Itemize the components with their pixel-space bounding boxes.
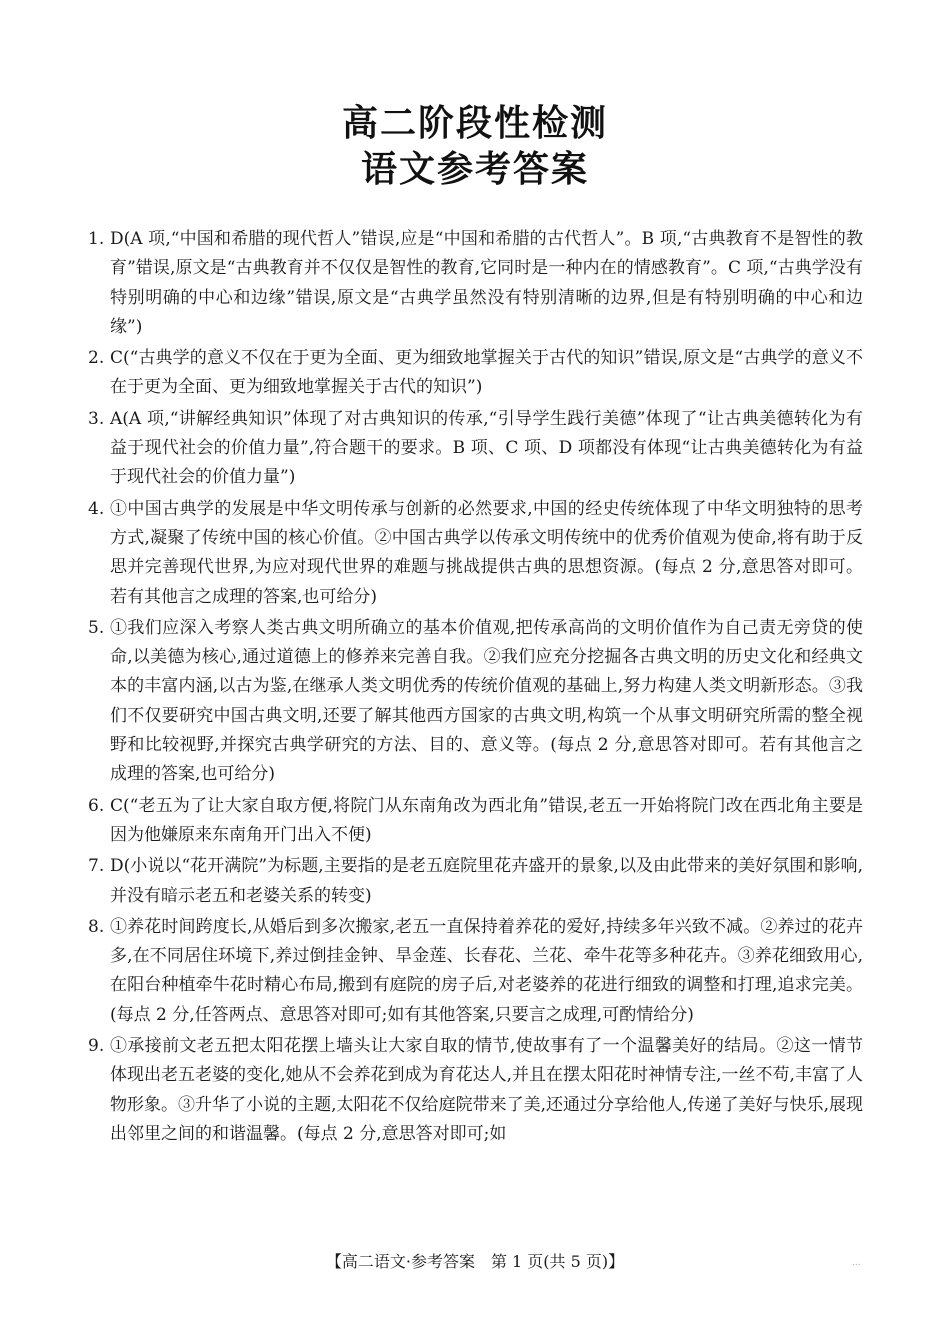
answer-text: A(A 项,“讲解经典知识”体现了对古典知识的传承,“引导学生践行美德”体现了“让古典美德转化为有益于现代社会的价值力量”,符合题干的要求。B 项、C 项、D 项都没有体现“让古典美德转化为有益于现代社会的价值力量”) — [110, 408, 863, 488]
answer-item-4 — [88, 495, 863, 612]
answer-number: 6. — [88, 795, 105, 816]
answer-list — [88, 225, 863, 1151]
answer-number: 3. — [88, 408, 105, 429]
answer-item-7 — [88, 852, 863, 911]
document-title: 高二阶段性检测 — [341, 103, 608, 144]
answer-number: 9. — [88, 1036, 105, 1057]
answer-number: 8. — [88, 916, 105, 937]
answer-number: 2. — [88, 348, 105, 369]
answer-item-9 — [88, 1032, 863, 1149]
answer-text: D(小说以“花开满院”为标题,主要指的是老五庭院里花卉盛开的景象,以及由此带来的美好氛围和影响,并没有暗示老五和老婆关系的转变) — [110, 856, 863, 906]
answer-number: 1. — [88, 229, 105, 249]
corner-mark: ... — [852, 1258, 861, 1268]
answer-text: C(“古典学的意义不仅在于更为全面、更为细致地掌握关于古代的知识”错误,原文是“古典学的意义不在于更为全面、更为细致地掌握关于古代的知识”) — [110, 348, 863, 398]
answer-item-8 — [88, 913, 863, 1030]
answer-text: C(“老五为了让大家自取方便,将院门从东南角改为西北角”错误,老五一开始将院门改在西北角主要是因为他嫌原来东南角开门出入不便) — [110, 795, 863, 845]
answer-number: 5. — [88, 617, 105, 638]
answer-number: 7. — [88, 856, 105, 877]
answer-item-2 — [88, 344, 863, 403]
answer-text: ①我们应深入考察人类古典文明所确立的基本价值观,把传承高尚的文明价值作为自己责无旁贷的使命,以美德为核心,通过道德上的修养来完善自我。②我们应充分挖掘各古典文明的历史文化和经典文本的丰富内涵,以古为鉴,在继承人类文明优秀的传统价值观的基础上,努力构建人类文明新形态。③我们不仅要研究中国古典文明,还要了解其他西方国家的古典文明,构筑一个从事文明研究所需的整全视野和比较视野,并探究古典学研究的方法、目的、意义等。(每点 2 分,意思答对即可。若有其他言之成理的答案,也可给分) — [110, 617, 863, 785]
answer-item-5 — [88, 614, 863, 790]
answer-text: ①承接前文老五把太阳花摆上墙头让大家自取的情节,使故事有了一个温馨美好的结局。②这一情节体现出老五老婆的变化,她从不会养花到成为育花达人,并且在摆太阳花时神情专注,一丝不苟,丰富了人物形象。③升华了小说的主题,太阳花不仅给庭院带来了美,还通过分享给他人,传递了美好与快乐,展现出邻里之间的和谐温馨。(每点 2 分,意思答对即可;如 — [110, 1036, 863, 1144]
answer-text: ①养花时间跨度长,从婚后到多次搬家,老五一直保持着养花的爱好,持续多年兴致不减。②养过的花卉多,在不同居住环境下,养过倒挂金钟、旱金莲、长春花、兰花、牵牛花等多种花卉。③养花细致用心,在阳台种植牵牛花时精心布局,搬到有庭院的房子后,对老婆养的花进行细致的调整和打理,追求完美。(每点 2 分,任答两点、意思答对即可;如有其他答案,只要言之成理,可酌情给分) — [110, 916, 863, 1025]
page-footer: 【高二语文·参考答案 第 1 页(共 5 页)】 — [325, 1252, 625, 1271]
answer-item-3 — [88, 405, 863, 493]
document-subtitle: 语文参考答案 — [360, 149, 589, 190]
answer-text: D(A 项,“中国和希腊的现代哲人”错误,应是“中国和希腊的古代哲人”。B 项,“古典教育不是智性的教育”错误,原文是“古典教育并不仅仅是智性的教育,它同时是一种内在的情感教育”。C 项,“古典学没有特别明确的中心和边缘”错误,原文是“古典学虽然没有特别清晰的边界,但是有特别明确的中心和边缘”) — [110, 229, 863, 337]
answer-number: 4. — [88, 498, 105, 519]
answer-item-1 — [88, 225, 863, 342]
answer-text: ①中国古典学的发展是中华文明传承与创新的必然要求,中国的经史传统体现了中华文明独特的思考方式,凝聚了传统中国的核心价值。②中国古典学以传承文明传统中的优秀价值观为使命,将有助于反思并完善现代世界,为应对现代世界的难题与挑战提供古典的思想资源。(每点 2 分,意思答对即可。若有其他言之成理的答案,也可给分) — [110, 498, 863, 607]
answer-item-6 — [88, 792, 863, 851]
